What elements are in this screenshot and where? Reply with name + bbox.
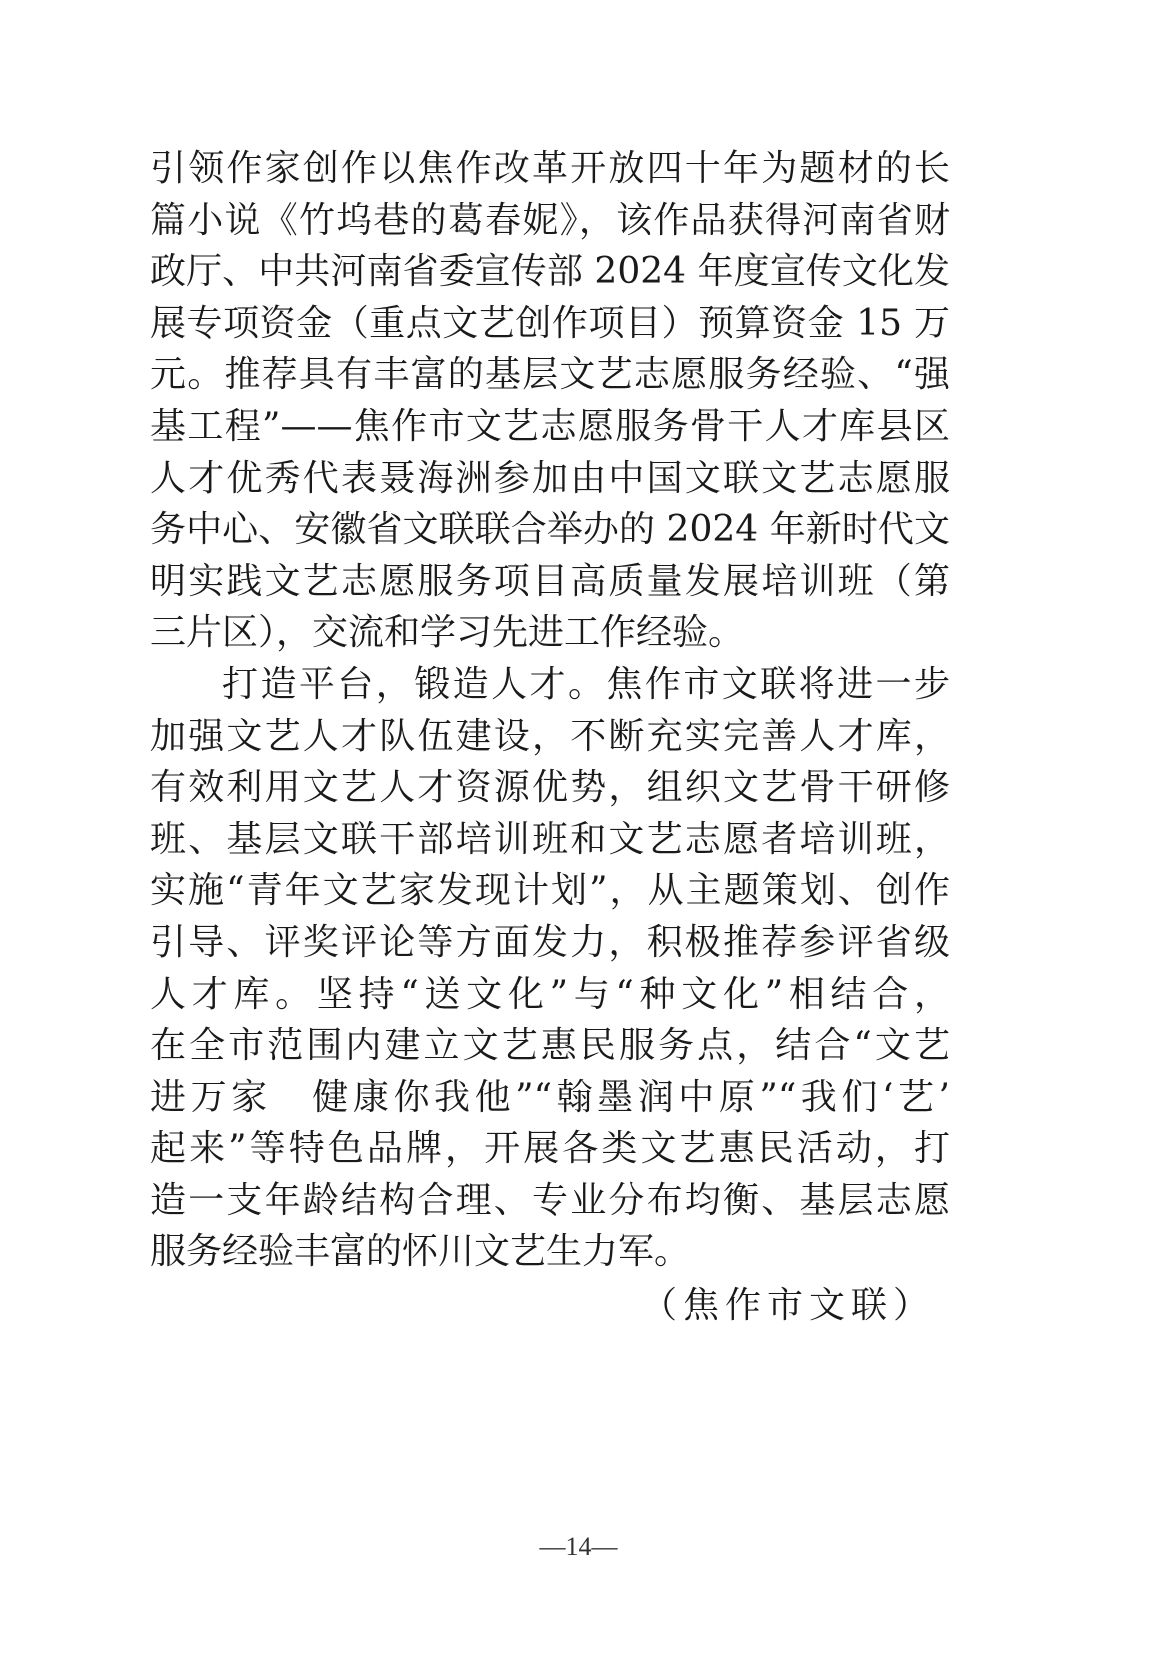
text-line: 打造平台，锻造人才。焦作市文联将进一步 [222,663,950,705]
text-line: 务中心、安徽省文联联合举办的 2024 年新时代文 [150,509,950,551]
text-line: 有效利用文艺人才资源优势，组织文艺骨干研修 [150,767,950,809]
text-line: 加强文艺人才队伍建设，不断充实完善人才库， [150,715,950,757]
text-line: 造一支年龄结构合理、专业分布均衡、基层志愿 [150,1179,950,1221]
text-line: 三片区），交流和学习先进工作经验。 [150,612,745,654]
text-line: 起来”等特色品牌，开展各类文艺惠民活动，打 [150,1128,950,1170]
author-signature: （焦作市文联） [640,1285,935,1326]
text-line: 展专项资金（重点文艺创作项目）预算资金 15 万 [150,302,950,344]
text-line: 班、基层文联干部培训班和文艺志愿者培训班， [150,818,950,860]
text-line: 明实践文艺志愿服务项目高质量发展培训班（第 [150,560,950,602]
text-line: 人才优秀代表聂海洲参加由中国文联文艺志愿服 [150,457,950,499]
text-line: 元。推荐具有丰富的基层文艺志愿服务经验、“强 [150,354,950,396]
text-line: 实施“青年文艺家发现计划”，从主题策划、创作 [150,870,950,912]
text-line: 引导、评奖评论等方面发力，积极推荐参评省级 [150,921,950,963]
text-line: 人才库。坚持“送文化”与“种文化”相结合， [150,973,950,1015]
body-text [150,143,950,1278]
text-line: 进万家 健康你我他”“翰墨润中原”“我们‘艺’ [150,1076,950,1118]
text-line: 服务经验丰富的怀川文艺生力军。 [150,1231,691,1273]
text-line: 引领作家创作以焦作改革开放四十年为题材的长 [150,148,950,189]
text-line: 在全市范围内建立文艺惠民服务点，结合“文艺 [150,1025,950,1067]
text-line: 政厅、中共河南省委宣传部 2024 年度宣传文化发 [150,251,950,293]
text-line: 基工程”——焦作市文艺志愿服务骨干人才库县区 [150,405,950,447]
page-number: —14— [539,1532,618,1561]
text-line: 篇小说《竹坞巷的葛春妮》，该作品获得河南省财 [150,199,950,241]
